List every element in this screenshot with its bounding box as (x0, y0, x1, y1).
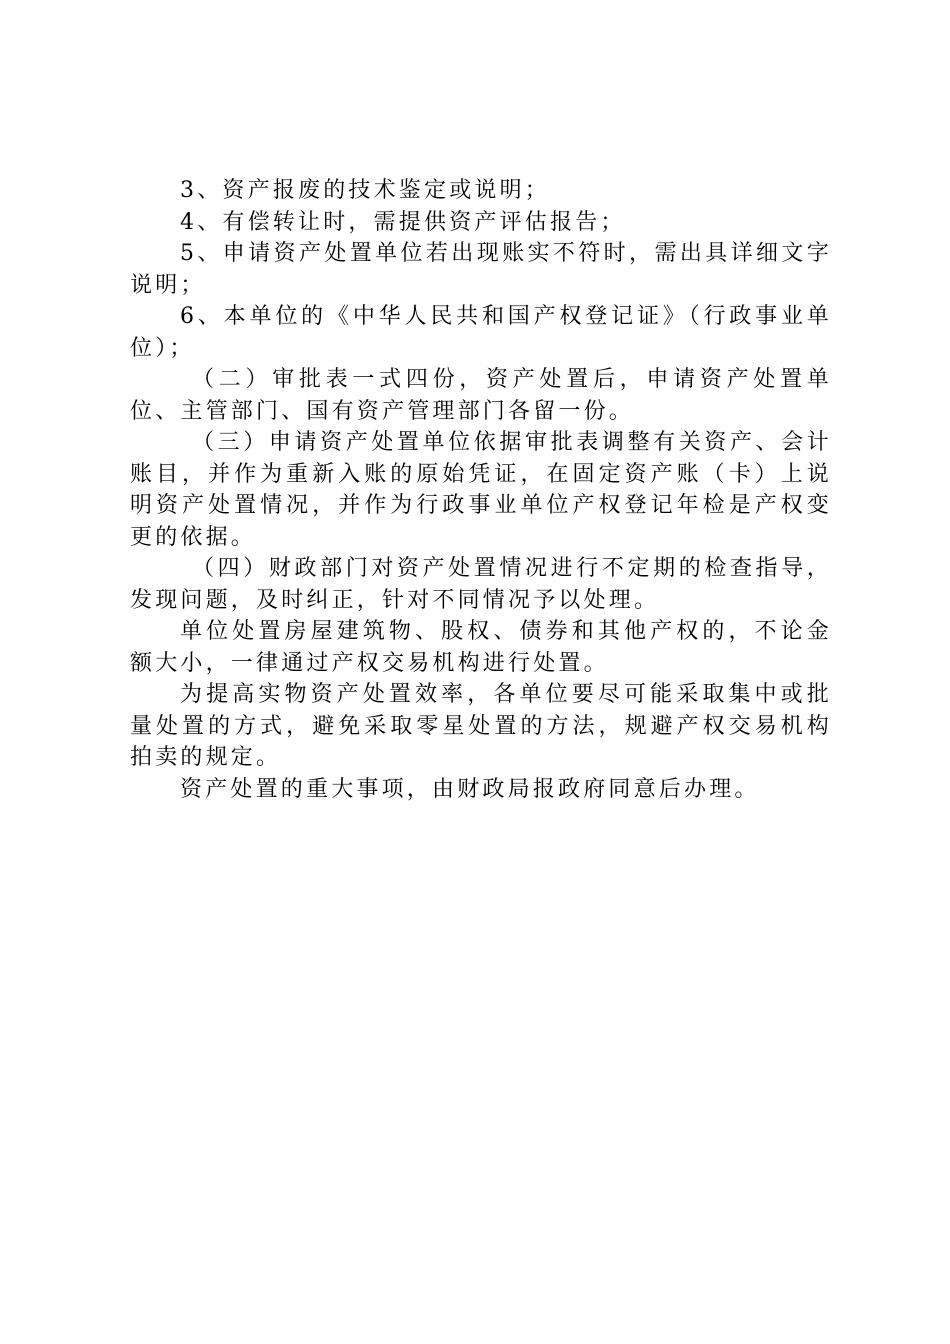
paragraph-major-matters: 资产处置的重大事项，由财政局报政府同意后办理。 (180, 776, 760, 802)
paragraph-section-3: （三）申请资产处置单位依据审批表调整有关资产、会计账目，并作为重新入账的原始凭证，在固定资产账（卡）上说明资产处置情况，并作为行政事业单位产权登记年检是产权变更的依据。 (130, 430, 832, 550)
paragraph-property-rights: 单位处置房屋建筑物、股权、债券和其他产权的，不论金额大小，一律通过产权交易机构进行处置。 (130, 619, 832, 676)
paragraph-item-6: 6、本单位的《中华人民共和国产权登记证》（行政事业单位）； (130, 304, 832, 361)
paragraph-section-2: （二）审批表一式四份，资产处置后，申请资产处置单位、主管部门、国有资产管理部门各留一份。 (130, 367, 832, 424)
paragraph-section-4: （四）财政部门对资产处置情况进行不定期的检查指导，发现问题，及时纠正，针对不同情况予以处理。 (130, 556, 832, 613)
paragraph-item-3: 3、资产报废的技术鉴定或说明； (180, 178, 550, 203)
paragraph-item-4: 4、有偿转让时，需提供资产评估报告； (180, 209, 626, 235)
document-body (130, 175, 832, 805)
paragraph-efficiency: 为提高实物资产处置效率，各单位要尽可能采取集中或批量处置的方式，避免采取零星处置的方法，规避产权交易机构拍卖的规定。 (130, 682, 832, 770)
paragraph-item-5: 5、申请资产处置单位若出现账实不符时，需出具详细文字说明； (130, 241, 832, 298)
